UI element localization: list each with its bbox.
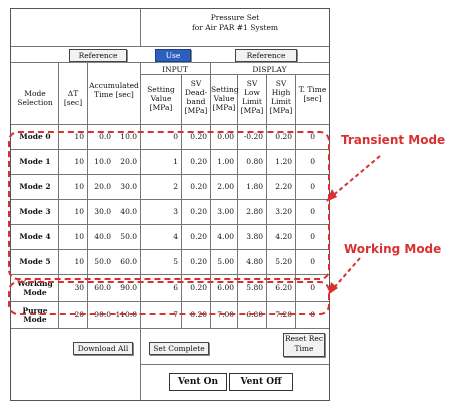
table-cell-dt[interactable]: 10 <box>74 257 84 266</box>
table-cell-dt[interactable]: 10 <box>74 157 84 166</box>
table-cell-high: 1.20 <box>275 157 292 166</box>
table-cell-t: 0 <box>310 232 315 241</box>
transient-mode-label: Transient Mode <box>341 133 446 147</box>
table-cell-db[interactable]: 0.20 <box>190 232 207 241</box>
col-header-sv-deadband: SV Dead-band [MPa] <box>184 79 208 115</box>
table-cell-acc1: 0.0 <box>99 132 111 141</box>
table-cell-acc2: 60.0 <box>120 257 137 266</box>
table-cell-high: 3.20 <box>275 207 292 216</box>
table-cell-t: 0 <box>310 182 315 191</box>
table-cell-svd: 1.00 <box>217 157 234 166</box>
table-cell-svd: 3.00 <box>217 207 234 216</box>
table-cell-acc2: 30.0 <box>120 182 137 191</box>
table-cell-t: 0 <box>310 257 315 266</box>
table-cell-db[interactable]: 0.20 <box>190 257 207 266</box>
table-cell-low: -0.20 <box>243 132 263 141</box>
table-cell-acc2: 50.0 <box>120 232 137 241</box>
reference-left-button[interactable]: Reference <box>69 49 127 62</box>
mode-selection-cell[interactable]: Mode 3 <box>19 207 51 216</box>
table-cell-acc1: 10.0 <box>94 157 111 166</box>
table-cell-sv[interactable]: 3 <box>173 207 178 216</box>
table-cell-t: 0 <box>310 207 315 216</box>
table-cell-sv[interactable]: 1 <box>173 157 178 166</box>
set-complete-button[interactable]: Set Complete <box>149 342 209 355</box>
table-cell-low: 2.80 <box>246 207 263 216</box>
annotation-arrows <box>300 140 410 310</box>
table-cell-high: 4.20 <box>275 232 292 241</box>
table-cell-dt[interactable]: 10 <box>74 207 84 216</box>
table-cell-t: 0 <box>310 283 315 292</box>
reference-right-button[interactable]: Reference <box>235 49 297 62</box>
table-cell-svd: 2.00 <box>217 182 234 191</box>
mode-selection-cell[interactable]: Working Mode <box>17 278 53 297</box>
table-cell-acc1: 20.0 <box>94 182 111 191</box>
table-cell-dt[interactable]: 20 <box>74 310 84 319</box>
transient-mode-highlight <box>8 131 330 280</box>
divider <box>11 46 329 47</box>
col-header-delta-t: ΔT [sec] <box>63 89 83 107</box>
table-cell-sv[interactable]: 2 <box>173 182 178 191</box>
table-cell-low: 6.80 <box>246 310 263 319</box>
table-cell-high: 5.20 <box>275 257 292 266</box>
table-cell-acc2: 10.0 <box>120 132 137 141</box>
input-section-header: INPUT <box>162 65 188 74</box>
mode-selection-cell[interactable]: Purge Mode <box>22 305 48 324</box>
table-cell-acc2: 40.0 <box>120 207 137 216</box>
table-cell-acc1: 40.0 <box>94 232 111 241</box>
divider <box>11 328 329 329</box>
col-header-sv-high-limit: SV High Limit [MPa] <box>269 79 293 115</box>
working-mode-highlight <box>8 278 330 315</box>
col-header-sv-low-limit: SV Low Limit [MPa] <box>240 79 264 115</box>
table-cell-db[interactable]: 0.20 <box>190 283 207 292</box>
table-cell-dt[interactable]: 30 <box>74 283 84 292</box>
panel-title-line2: for Air PAR #1 System <box>191 23 279 32</box>
table-cell-high: 6.20 <box>275 283 292 292</box>
download-all-button[interactable]: Download All <box>73 342 133 355</box>
table-cell-svd: 4.00 <box>217 232 234 241</box>
table-cell-acc2: 110.0 <box>115 310 137 319</box>
table-cell-sv[interactable]: 7 <box>173 310 178 319</box>
divider <box>140 9 141 46</box>
table-cell-high: 0.20 <box>275 132 292 141</box>
divider <box>140 364 329 365</box>
col-header-mode-selection: Mode Selection <box>17 89 53 107</box>
table-cell-low: 5.80 <box>246 283 263 292</box>
table-cell-high: 2.20 <box>275 182 292 191</box>
table-cell-svd: 5.00 <box>217 257 234 266</box>
table-cell-high: 7.20 <box>275 310 292 319</box>
table-cell-t: 0 <box>310 157 315 166</box>
table-cell-acc1: 50.0 <box>94 257 111 266</box>
table-cell-low: 0.80 <box>246 157 263 166</box>
table-cell-sv[interactable]: 0 <box>173 132 178 141</box>
table-cell-low: 3.80 <box>246 232 263 241</box>
reset-rec-time-button[interactable]: Reset Rec Time <box>283 333 325 357</box>
table-cell-svd: 6.00 <box>217 283 234 292</box>
table-cell-dt[interactable]: 10 <box>74 182 84 191</box>
use-button[interactable]: Use <box>155 49 191 62</box>
vent-off-button[interactable]: Vent Off <box>229 373 293 391</box>
table-cell-db[interactable]: 0.20 <box>190 182 207 191</box>
divider <box>140 74 329 75</box>
table-cell-acc2: 20.0 <box>120 157 137 166</box>
table-cell-db[interactable]: 0.20 <box>190 310 207 319</box>
table-cell-low: 4.80 <box>246 257 263 266</box>
table-cell-t: 0 <box>310 132 315 141</box>
mode-selection-cell[interactable]: Mode 1 <box>19 157 51 166</box>
panel-title-line1: Pressure Set <box>210 13 260 22</box>
table-cell-acc1: 30.0 <box>94 207 111 216</box>
col-header-setting-value-display: Setting Value [MPa] <box>211 85 239 112</box>
table-cell-svd: 7.00 <box>217 310 234 319</box>
table-cell-sv[interactable]: 4 <box>173 232 178 241</box>
table-cell-svd: 0.00 <box>217 132 234 141</box>
table-cell-sv[interactable]: 6 <box>173 283 178 292</box>
working-mode-label: Working Mode <box>344 242 442 256</box>
col-header-t-time: T. Time [sec] <box>298 85 327 103</box>
display-section-header: DISPLAY <box>252 65 287 74</box>
table-cell-sv[interactable]: 5 <box>173 257 178 266</box>
mode-selection-cell[interactable]: Mode 5 <box>19 257 51 266</box>
table-cell-t: 0 <box>310 310 315 319</box>
table-cell-acc1: 90.0 <box>94 310 111 319</box>
table-cell-acc1: 60.0 <box>94 283 111 292</box>
col-header-accumulated-time: Accumulated Time [sec] <box>89 81 139 99</box>
mode-selection-cell[interactable]: Mode 0 <box>19 132 51 141</box>
vent-on-button[interactable]: Vent On <box>169 373 227 391</box>
mode-selection-cell[interactable]: Mode 4 <box>19 232 51 241</box>
table-cell-dt[interactable]: 10 <box>74 232 84 241</box>
table-cell-db[interactable]: 0.20 <box>190 157 207 166</box>
mode-selection-cell[interactable]: Mode 2 <box>19 182 51 191</box>
table-cell-db[interactable]: 0.20 <box>190 207 207 216</box>
table-cell-low: 1.80 <box>246 182 263 191</box>
table-cell-dt[interactable]: 10 <box>74 132 84 141</box>
col-header-setting-value-input: Setting Value [MPa] <box>147 85 175 112</box>
table-cell-acc2: 90.0 <box>120 283 137 292</box>
table-cell-db[interactable]: 0.20 <box>190 132 207 141</box>
